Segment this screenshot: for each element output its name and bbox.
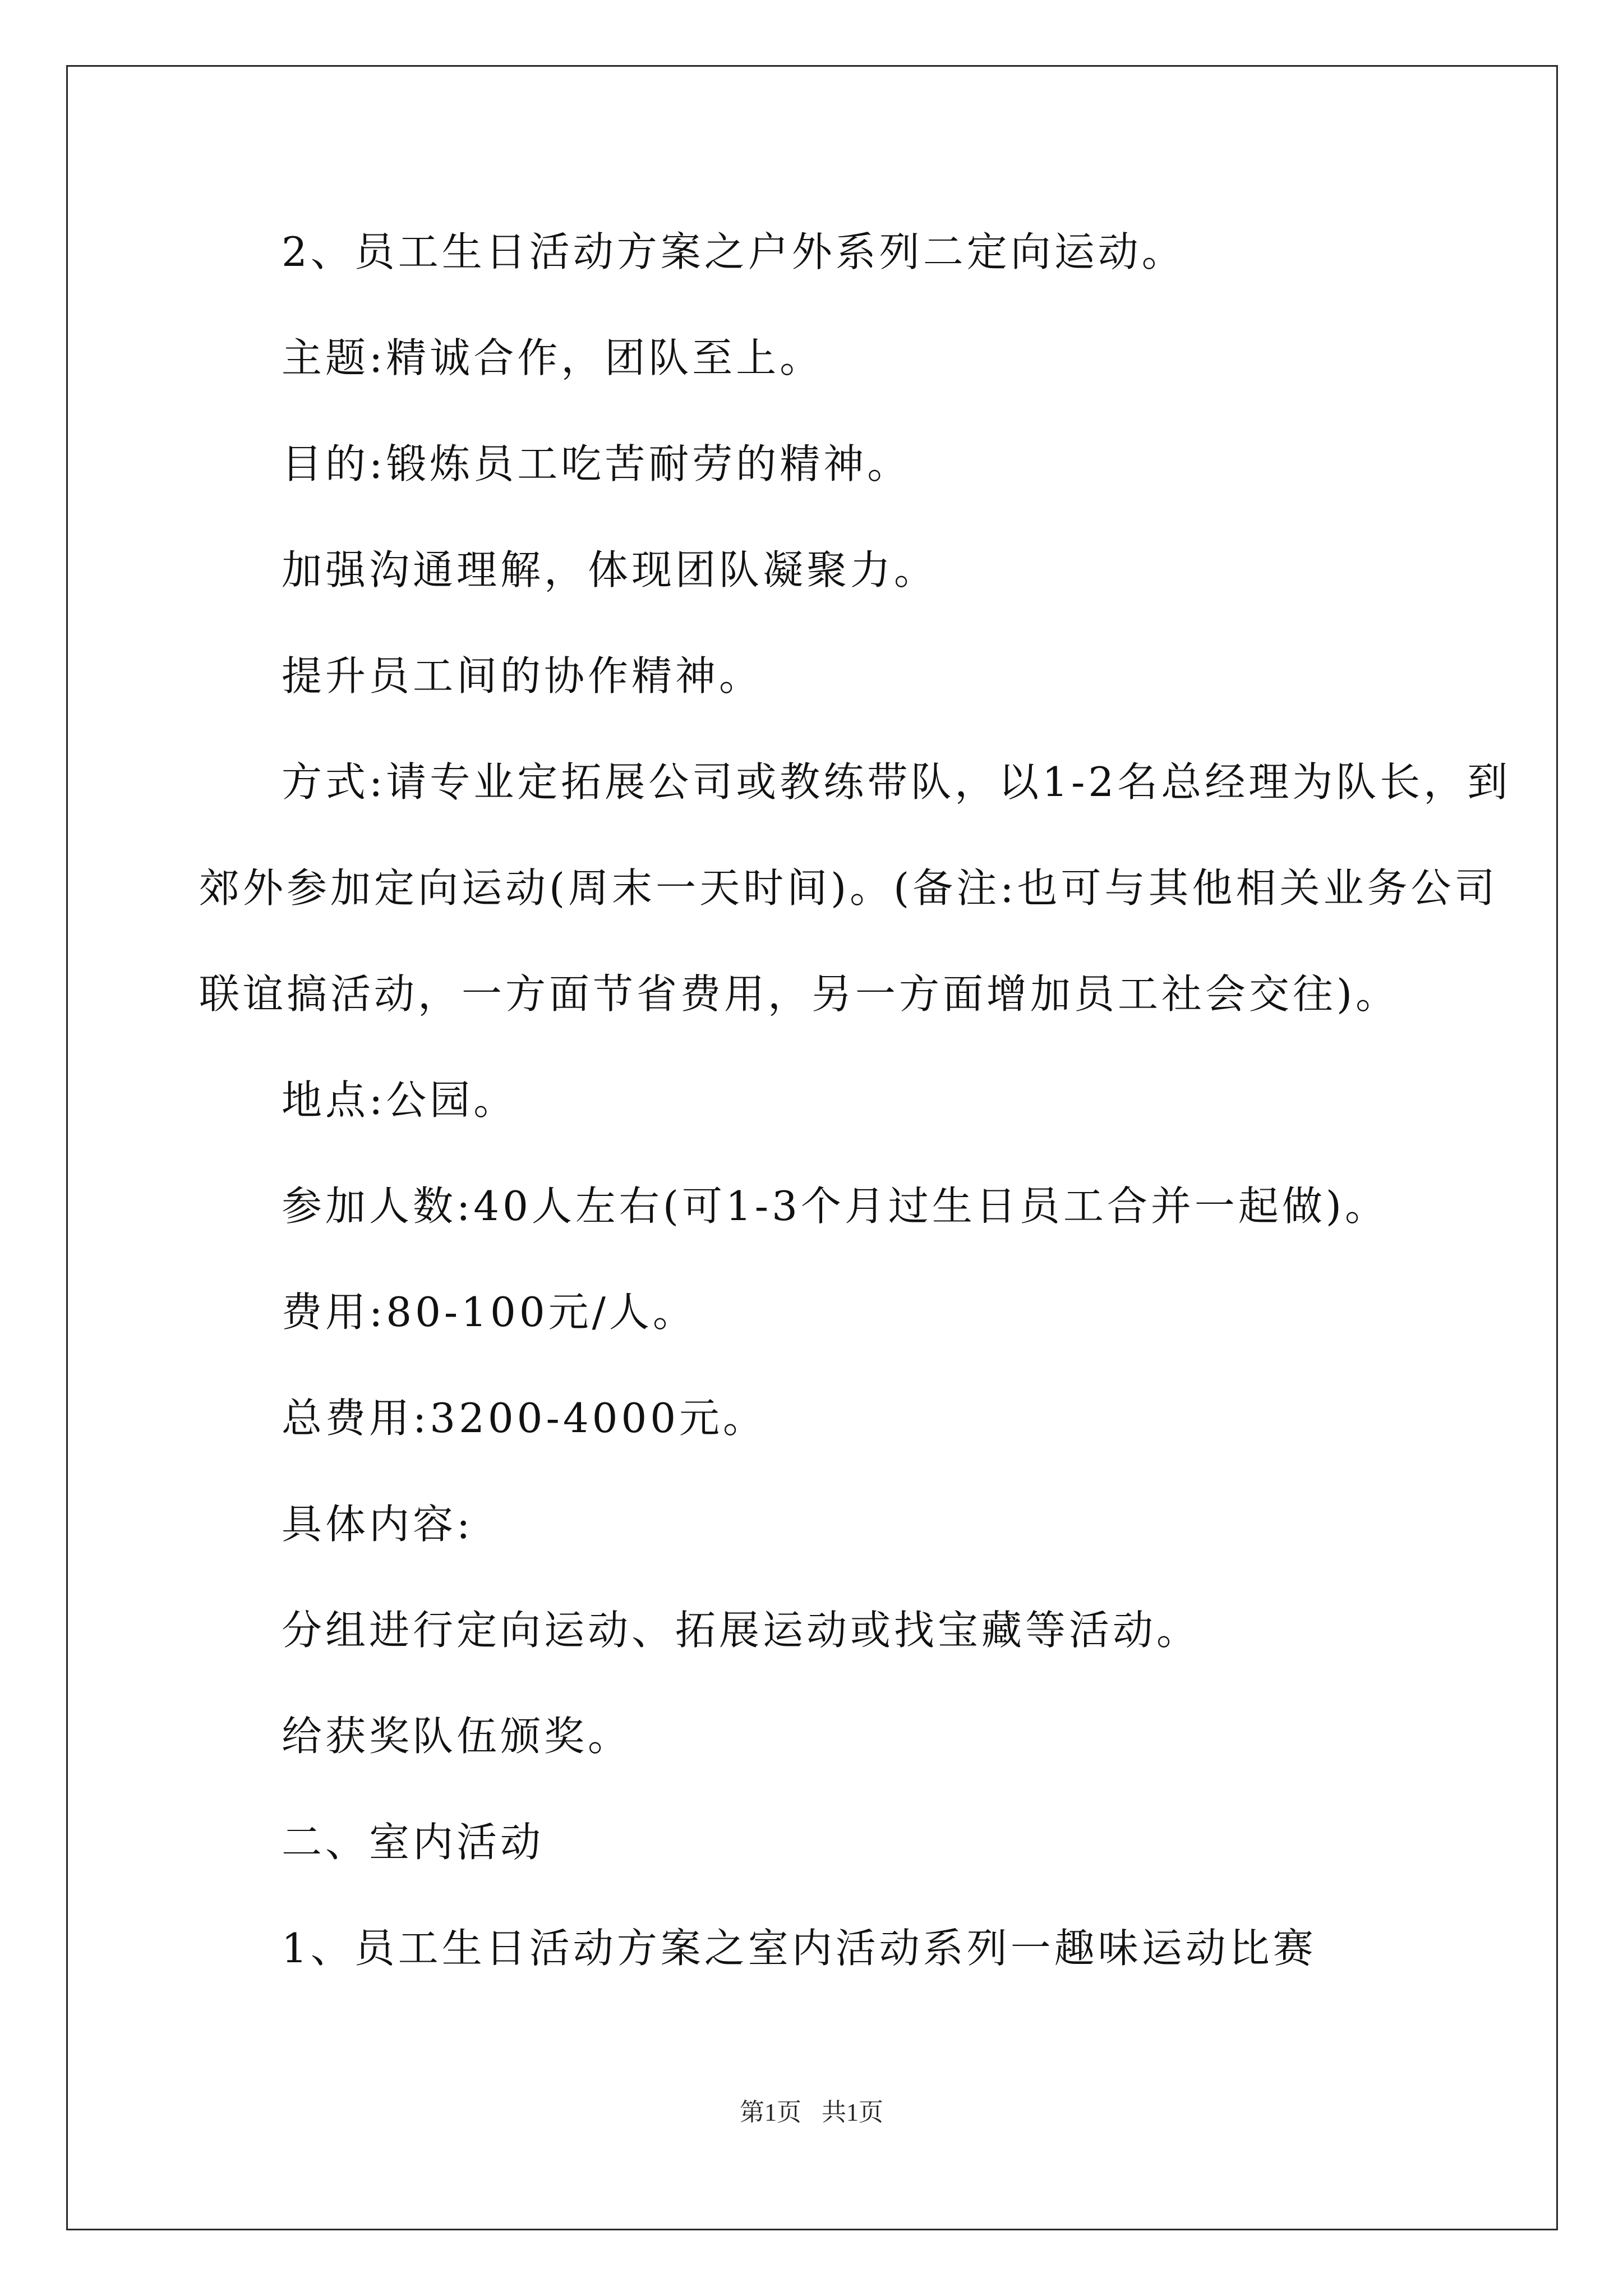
paragraph-awards: 给获奖队伍颁奖。 [282,1713,632,1760]
paragraph-participants: 参加人数:40人左右(可1-3个月过生日员工合并一起做)。 [282,1182,1389,1230]
page-footer [0,2096,1623,2129]
paragraph-total-cost: 总费用:3200-4000元。 [282,1395,767,1442]
page-total: 共1页 [822,2099,883,2126]
page-number: 第1页 [740,2099,801,2126]
paragraph-details-heading: 具体内容: [282,1501,474,1548]
section-heading-indoor: 二、室内活动 [282,1819,545,1866]
paragraph-cooperation: 提升员工间的协作精神。 [282,652,763,700]
paragraph-method-line1: 方式:请专业定拓展公司或教练带队，以1-2名总经理为队长，到 [282,758,1511,806]
paragraph-theme: 主题:精诚合作，团队至上。 [282,334,824,381]
document-body [199,223,1511,1977]
paragraph-method-line2: 郊外参加定向运动(周末一天时间)。(备注:也可与其他相关业务公司 [199,864,1498,912]
paragraph-communication: 加强沟通理解，体现团队凝聚力。 [282,546,938,593]
paragraph-group-activities: 分组进行定向运动、拓展运动或找宝藏等活动。 [282,1607,1201,1654]
paragraph-cost-per-person: 费用:80-100元/人。 [282,1289,697,1336]
paragraph-outdoor-heading: 2、员工生日活动方案之户外系列二定向运动。 [282,228,1186,275]
paragraph-indoor-heading: 1、员工生日活动方案之室内活动系列一趣味运动比赛 [282,1925,1317,1972]
paragraph-location: 地点:公园。 [282,1076,518,1124]
paragraph-purpose: 目的:锻炼员工吃苦耐劳的精神。 [282,440,911,487]
paragraph-method-line3: 联谊搞活动，一方面节省费用，另一方面增加员工社会交往)。 [199,970,1400,1018]
